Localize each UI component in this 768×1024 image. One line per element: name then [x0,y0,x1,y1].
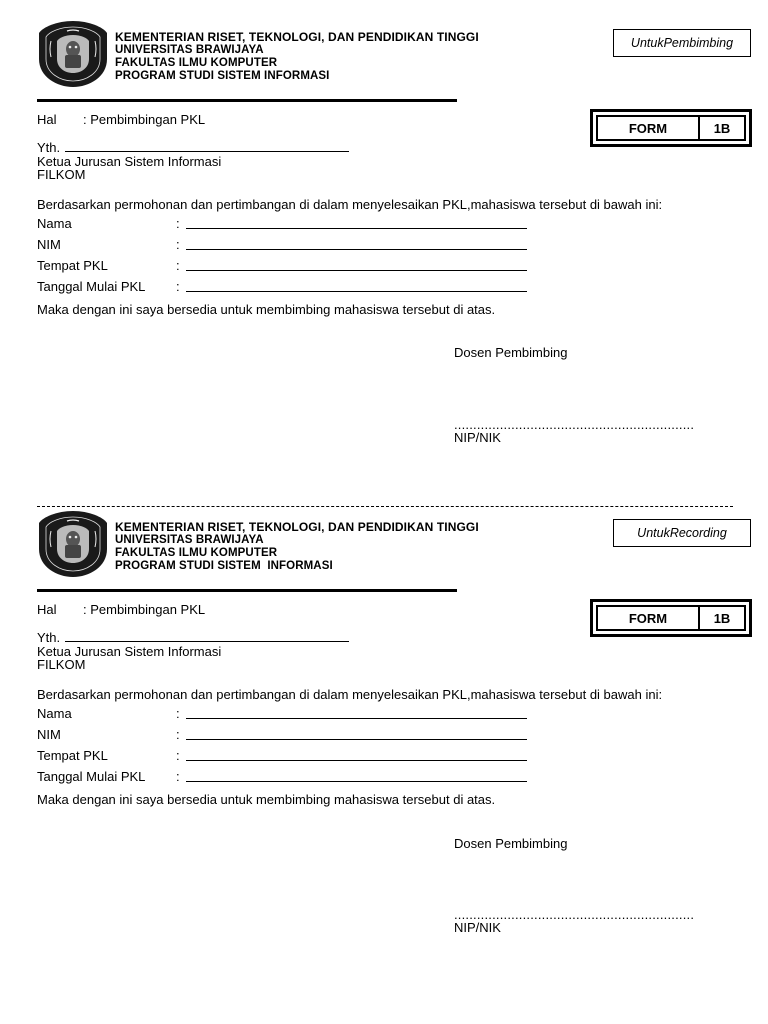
field-line-nama[interactable] [186,718,527,719]
hal-value: : Pembimbingan PKL [83,602,206,617]
signer-title: Dosen Pembimbing [454,836,568,851]
field-colon: : [176,237,180,252]
field-line-tempat[interactable] [186,270,527,271]
form-label: FORM [598,607,700,629]
field-line-tanggal[interactable] [186,291,527,292]
yth-label: Yth. [37,630,61,645]
field-label-tempat: Tempat PKL [37,258,108,273]
field-label-nama: Nama [37,216,72,231]
closing-text: Maka dengan ini saya bersedia untuk membimbing mahasiswa tersebut di atas. [37,792,496,807]
signer-title: Dosen Pembimbing [454,345,568,360]
field-colon: : [176,258,180,273]
yth-label: Yth. [37,140,61,155]
field-label-nama: Nama [37,706,72,721]
university-logo-icon [37,509,109,579]
signature-line[interactable]: ............................................................... [454,907,695,922]
nip-label: NIP/NIK [454,920,501,935]
yth-line[interactable] [65,151,349,152]
university-name: UNIVERSITAS BRAWIJAYA [115,534,264,546]
field-label-tanggal: Tanggal Mulai PKL [37,769,146,784]
faculty-name: FAKULTAS ILMU KOMPUTER [115,547,278,559]
form-code: 1B [713,610,731,626]
nip-label: NIP/NIK [454,430,501,445]
faculty-name: FAKULTAS ILMU KOMPUTER [115,57,278,69]
field-label-nim: NIM [37,727,61,742]
field-label-tanggal: Tanggal Mulai PKL [37,279,146,294]
field-line-tempat[interactable] [186,760,527,761]
hal-label: Hal [37,602,57,617]
form-sheet-recording [0,490,768,980]
intro-text: Berdasarkan permohonan dan pertimbangan di dalam menyelesaikan PKL,mahasiswa tersebut di bawah ini: [37,687,663,702]
form-code-box [590,109,752,147]
field-label-tempat: Tempat PKL [37,748,108,763]
form-code: 1B [713,120,731,136]
university-logo-icon [37,19,109,89]
header-rule [37,589,457,592]
form-sheet-pembimbing [0,0,768,490]
ministry-name: KEMENTERIAN RISET, TEKNOLOGI, DAN PENDIDIKAN TINGGI [115,520,479,534]
field-colon: : [176,727,180,742]
field-colon: : [176,279,180,294]
closing-text: Maka dengan ini saya bersedia untuk membimbing mahasiswa tersebut di atas. [37,302,496,317]
letterhead [115,521,479,573]
addressee-line-1: Ketua Jurusan Sistem Informasi [37,644,222,659]
field-colon: : [176,748,180,763]
addressee-line-2: FILKOM [37,657,86,672]
header-rule [37,99,457,102]
letterhead [115,31,479,83]
field-line-nama[interactable] [186,228,527,229]
university-name: UNIVERSITAS BRAWIJAYA [115,44,264,56]
program-name: PROGRAM STUDI SISTEM INFORMASI [115,560,333,572]
field-label-nim: NIM [37,237,61,252]
ministry-name: KEMENTERIAN RISET, TEKNOLOGI, DAN PENDIDIKAN TINGGI [115,30,479,44]
hal-label: Hal [37,112,57,127]
field-line-tanggal[interactable] [186,781,527,782]
field-colon: : [176,216,180,231]
field-colon: : [176,769,180,784]
form-code-box [590,599,752,637]
field-line-nim[interactable] [186,249,527,250]
yth-line[interactable] [65,641,349,642]
field-line-nim[interactable] [186,739,527,740]
signature-line[interactable]: ............................................................... [454,417,695,432]
copy-tag: UntukRecording [613,519,751,547]
addressee-line-1: Ketua Jurusan Sistem Informasi [37,154,222,169]
copy-tag: UntukPembimbing [613,29,751,57]
intro-text: Berdasarkan permohonan dan pertimbangan di dalam menyelesaikan PKL,mahasiswa tersebut di bawah ini: [37,197,663,212]
addressee-line-2: FILKOM [37,167,86,182]
field-colon: : [176,706,180,721]
program-name: PROGRAM STUDI SISTEM INFORMASI [115,70,330,82]
hal-value: : Pembimbingan PKL [83,112,206,127]
form-label: FORM [598,117,700,139]
